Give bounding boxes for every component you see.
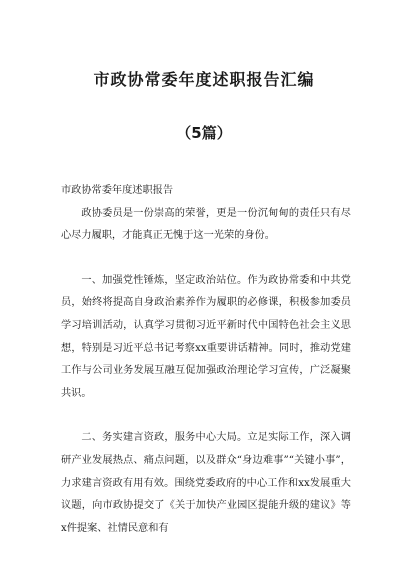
document-title: 市政协常委年度述职报告汇编 [93,70,315,89]
paragraph-gap [61,405,351,427]
body-paragraph-section-2: 二、务实建言资政，服务中心大局。立足实际工作，深入调研产业发展热点、痛点问题，以及群众“身边难事”“关键小事”，力求建言资政有用有效。围绕党委政府的中心工作和xx发展重大议题，向市政协提交了《关于加快产业园区提能升级的建议》等x件提案、社情民意和有 [61,432,351,534]
document-body [61,180,351,540]
section-heading: 市政协常委年度述职报告 [61,185,174,196]
document-subtitle: （5篇） [176,124,232,142]
paragraph-gap [61,248,351,270]
body-paragraph-section-1: 一、加强党性锤炼，坚定政治站位。作为政协常委和中共党员，始终将提高自身政治素养作为履职的必修课，积极参加委员学习培训活动，认真学习贯彻习近平新时代中国特色社会主义思想，特别是习近平总书记考察xx重要讲话精神。同时，推动党建工作与公司业务发展互融互促加强政治理论学习宣传，广泛凝聚共识。 [61,274,351,399]
body-paragraph-intro: 政协委员是一份崇高的荣誉，更是一份沉甸甸的责任只有尽心尽力履职，才能真正无愧于这一光荣的身份。 [61,207,351,242]
